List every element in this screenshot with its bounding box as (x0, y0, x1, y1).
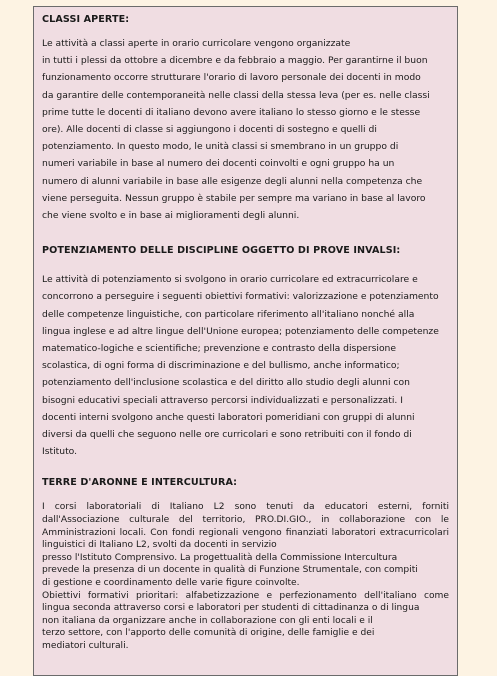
text-line: delle competenze linguistiche, con particolare riferimento all'italiano nonché alla (42, 308, 415, 320)
section-title-terre-daronne: TERRE D'ARONNE E INTERCULTURA: (42, 477, 238, 489)
text-line: lingua inglese e ad altre lingue dell'Unione europea; potenziamento delle competenze (42, 325, 439, 337)
text-line: Amministrazioni locali. Con fondi regionali vengono finanziati laboratori extracurricolari (42, 527, 449, 538)
document-box (33, 6, 458, 676)
text-line: prime tutte le docenti di italiano devono avere italiano lo stesso giorno e le stesse (42, 106, 421, 118)
text-line: di gestione e coordinamento delle varie figure coinvolte. (42, 578, 300, 589)
text-line: Le attività a classi aperte in orario curricolare vengono organizzate (42, 38, 351, 49)
section-title-classi-aperte: CLASSI APERTE: (42, 14, 130, 25)
text-line: lingua seconda attraverso corsi e laboratori per studenti di cittadinanza o di lingua (42, 603, 420, 614)
text-line: funzionamento occorre strutturare l'orario di lavoro personale dei docenti in modo (42, 72, 421, 84)
text-line: linguistici di Italiano L2, svolti da docenti in servizio (42, 540, 277, 551)
text-line: in tutti i plessi da ottobre a dicembre e da febbraio a maggio. Per garantirne il buon (42, 55, 428, 67)
text-line: potenziamento. In questo modo, le unità classi si smembrano in un gruppo di (42, 141, 399, 153)
text-line: scolastica, di ogni forma di discriminazione e del bullismo, anche informatico; (42, 360, 400, 372)
text-line: terzo settore, con l'apporto delle comunità di origine, delle famiglie e dei (42, 628, 375, 639)
text-line: potenziamento dell'inclusione scolastica e del diritto allo studio degli alunni con (42, 377, 410, 389)
text-line: ore). Alle docenti di classe si aggiungono i docenti di sostegno e quelli di (42, 124, 377, 136)
text-line: I corsi laboratoriali di Italiano L2 sono tenuti da educatori esterni, forniti (42, 502, 449, 513)
text-line: Le attività di potenziamento si svolgono in orario curricolare ed extracurricolare e (42, 274, 418, 286)
text-line: numero di alunni variabile in base alle esigenze degli alunni nella competenza che (42, 175, 423, 187)
text-line: dall'Associazione culturale del territorio, PRO.DI.GIO., in collaborazione con le (42, 515, 449, 526)
text-line: docenti interni svolgono anche questi laboratori pomeridiani con gruppi di alunni (42, 411, 415, 423)
section-title-potenziamento: POTENZIAMENTO DELLE DISCIPLINE OGGETTO DI PROVE INVALSI: (42, 245, 401, 257)
text-line: presso l'Istituto Comprensivo. La progettualità della Commissione Intercultura (42, 552, 398, 563)
text-line: concorrono a perseguire i seguenti obiettivi formativi: valorizzazione e potenziamento (42, 291, 439, 303)
text-line: viene perseguita. Nessun gruppo è stabile per sempre ma variano in base al lavoro (42, 192, 426, 204)
text-line: matematico-logiche e scientifiche; prevenzione e contrasto della dispersione (42, 343, 397, 355)
text-line: bisogni educativi speciali attraverso percorsi individualizzati e personalizzati. I (42, 394, 403, 406)
text-line: mediatori culturali. (42, 641, 129, 651)
text-line: da garantire delle contemporaneità nelle classi della stessa leva (per es. nelle classi (42, 89, 430, 101)
text-line: che viene svolto e in base ai miglioramenti degli alunni. (42, 210, 300, 222)
section-body-potenziamento (42, 271, 449, 460)
text-line: diversi da quelli che seguono nelle ore curricolari e sono retribuiti con il fondo di (42, 429, 412, 441)
text-line: non italiana da organizzare anche in collaborazione con gli enti locali e il (42, 615, 373, 626)
section-body-terre-daronne (42, 501, 449, 652)
text-line: prevede la presenza di un docente in qualità di Funzione Strumentale, con compiti (42, 565, 418, 576)
text-line: numeri variabile in base al numero dei docenti coinvolti e ogni gruppo ha un (42, 158, 395, 170)
text-line: Obiettivi formativi prioritari: alfabetizzazione e perfezionamento dell'italiano come (42, 590, 449, 601)
text-line: Istituto. (42, 446, 78, 458)
section-body-classi-aperte (42, 35, 449, 224)
